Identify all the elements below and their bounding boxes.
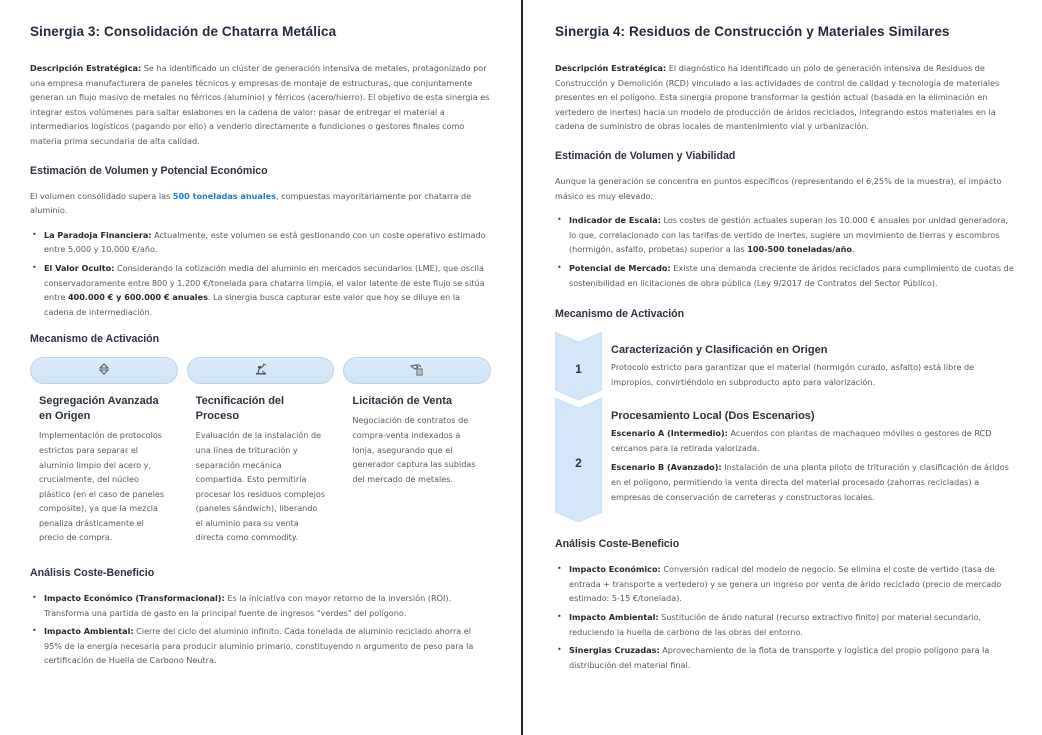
page-title: Sinergia 3: Consolidación de Chatarra Metálica xyxy=(30,24,337,39)
bullet-label: Sinergias Cruzadas: xyxy=(569,645,660,656)
page-right xyxy=(523,0,1042,735)
sort-arrows-icon xyxy=(97,361,111,380)
scenario-text: Acuerdos con plantas de machaqueo móviles o gestores de RCD cercanos para la retirada valorizada. xyxy=(611,428,992,453)
bullet-label: El Valor Oculto: xyxy=(44,262,115,273)
strategic-description xyxy=(30,61,491,149)
bullet-label: Impacto Económico (Transformacional): xyxy=(44,593,225,604)
bullet-bold-value: 400.000 € y 600.000 € anuales xyxy=(68,292,208,303)
card-title: Licitación de Venta xyxy=(352,395,452,408)
step-chevron xyxy=(555,398,602,522)
card-icon-pill xyxy=(343,357,491,384)
step-item xyxy=(555,398,1014,522)
bullet-label: Impacto Económico: xyxy=(569,564,661,575)
intro-text-end: , compuestas mayoritariamente por chatarra de aluminio. xyxy=(30,190,472,216)
description-label: Descripción Estratégica: xyxy=(555,63,667,73)
bullet-label: La Paradoja Financiera: xyxy=(44,229,152,240)
mechanism-steps xyxy=(555,332,1014,522)
step-number: 1 xyxy=(575,361,582,376)
volume-intro: Aunque la generación se concentra en puntos específicos (representando el 6,25% de la muestra), el impacto másico es muy elevado. xyxy=(555,175,1002,201)
list-item xyxy=(30,624,491,668)
step-number: 2 xyxy=(575,455,582,470)
card-icon-pill xyxy=(30,357,178,384)
bullet-text: Es la iniciativa con mayor retorno de la inversión (ROI). Transforma una partida de gasto en la principal fuente de ingresos "verdes" del polígono. xyxy=(44,593,452,618)
description-label: Descripción Estratégica: xyxy=(30,63,142,73)
bullet-text: Aprovechamiento de la flota de transporte y logística del propio polígono para la distribución del material final. xyxy=(569,645,990,670)
volume-intro xyxy=(30,189,491,218)
bullet-text: Sustitución de árido natural (recurso extractivo finito) por material secundario, reduciendo la huella de carbono de las obras del entorno. xyxy=(569,611,982,637)
list-item xyxy=(555,643,1014,672)
scenario-label: Escenario A (Intermedio): xyxy=(611,428,728,439)
bullet-label: Impacto Ambiental: xyxy=(44,626,134,637)
section-heading: Análisis Coste-Beneficio xyxy=(30,567,155,580)
description-text: Se ha identificado un clúster de generación intensiva de metales, protagonizado por una empresa manufacturera de paneles técnicos y empresas de montaje de estructuras, que conjuntamente generan un flujo masivo de metales no férricos (aluminio) y férricos (acero/hierro). El objetivo de esta sinergia es integrar estos volúmenes para saltar eslabones en la cadena de valor: pasar de entregar el material a intermediarios logísticos (pagando por ello) a venderlo directamente a fundiciones o gestores finales como materia prima secundaria de alta calidad. xyxy=(30,63,490,146)
list-item xyxy=(30,591,491,620)
volume-section xyxy=(555,150,1014,290)
highlight-volume: 500 toneladas anuales xyxy=(172,190,276,201)
section-heading: Estimación de Volumen y Potencial Económico xyxy=(30,164,268,177)
synergy-4-section xyxy=(555,24,1014,686)
section-heading: Estimación de Volumen y Viabilidad xyxy=(555,149,736,162)
mechanism-section xyxy=(30,333,491,545)
mechanism-card xyxy=(30,357,178,545)
step-chevron xyxy=(555,332,602,400)
scenario-text: Instalación de una planta piloto de trituración y clasificación de áridos en el polígono, permitiendo la venta directa del material procesado (zahorras recicladas) a empresas de conservación de carreteras y constructoras locales. xyxy=(611,462,1009,502)
bullet-text: Existe una demanda creciente de áridos reciclados para cumplimiento de cuotas de sostenibilidad en licitaciones de obra pública (Ley 9/2017 de Contratos del Sector Público). xyxy=(569,262,1014,288)
step-text: Protocolo estricto para garantizar que el material (hormigón curado, asfalto) está libre de impropios, convirtiéndolo en subproducto apto para valorización. xyxy=(611,362,975,387)
bullet-bold-value: 100-500 toneladas/año xyxy=(747,244,852,255)
handshake-contract-icon xyxy=(410,361,424,380)
cost-benefit-bullets xyxy=(555,562,1014,672)
step-body xyxy=(602,398,1014,522)
description-text: El diagnóstico ha identificado un polo de generación intensiva de Residuos de Construcción y Demolición (RCD) vinculado a las actividades de control de calidad y tecnología de materiales presentes en el polígono. Esta sinergia propone transformar la gestión actual (basada en la eliminación en vertedero de inertes) hacia un modelo de producción de áridos reciclados, integrando estos materiales en la cadena de suministro de obras locales de mantenimiento vial y urbanización. xyxy=(555,63,1000,132)
scenario-a xyxy=(611,426,1014,455)
step-body xyxy=(602,332,1014,400)
mechanism-card xyxy=(187,357,335,545)
card-title: Segregación Avanzada en Origen xyxy=(39,395,159,423)
card-text: Implementación de protocolos estrictos para separar el aluminio limpio del acero y, crucialmente, del núcleo plástico (en el caso de paneles composite), ya que la mezcla penaliza drásticamente el precio de compra. xyxy=(39,430,165,543)
bullet-text: Considerando la cotización media del aluminio en mercados secundarios (LME), que oscila conservadoramente entre 800 y 1.200 €/tonelada para chatarra limpia, el valor latente de este flujo se sitúa entre xyxy=(44,262,485,303)
bullet-text: Cierre del ciclo del aluminio infinito. Cada tonelada de aluminio reciclado ahorra el 95% de la energía necesaria para producir aluminio primario, constituyendo n argumento de peso para la certificación de Huella de Carbono Neutra. xyxy=(44,626,474,666)
step-item xyxy=(555,332,1014,400)
step-title: Caracterización y Clasificación en Origen xyxy=(611,344,828,357)
card-text: Evaluación de la instalación de una línea de trituración y separación mecánica compartida. Esto permitiría procesar los residuos complejos (paneles sándwich), liberando el aluminio para su venta directa como commodity. xyxy=(195,430,326,543)
bullet-text: Conversión radical del modelo de negocio. Se elimina el coste de vertido (tasa de entrada + transporte a vertedero) y se genera un ingreso por venta de árido reciclado (precio de mercado estimado: 5-15 €/tonelada). xyxy=(569,564,1002,604)
bullet-label: Potencial de Mercado: xyxy=(569,262,671,273)
step-title: Procesamiento Local (Dos Escenarios) xyxy=(611,410,815,423)
bullet-text-end: . xyxy=(852,244,855,255)
list-item xyxy=(555,610,1014,639)
list-item xyxy=(555,213,1014,257)
cost-benefit-bullets xyxy=(30,591,491,668)
scenario-b xyxy=(611,460,1014,504)
cost-benefit-section xyxy=(30,567,491,668)
section-heading: Mecanismo de Activación xyxy=(30,333,160,346)
intro-text: El volumen consolidado supera las xyxy=(30,190,173,201)
mechanism-cards xyxy=(30,357,491,545)
bullet-text: Los costes de gestión actuales superan los 10.000 € anuales por unidad generadora, lo que, correlacionado con las tarifas de vertido de inertes, sugiere un movimiento de tierras y escombros (hormigón, asfalto, probetas) superior a las xyxy=(569,215,1009,255)
card-title: Tecnificación del Proceso xyxy=(195,395,285,423)
volume-bullets xyxy=(555,213,1014,290)
bullet-text-end: . La sinergia busca capturar este valor que hoy se diluye en la cadena de intermediación. xyxy=(44,292,461,317)
volume-section xyxy=(30,165,491,320)
page-title: Sinergia 4: Residuos de Construcción y Materiales Similares xyxy=(555,24,950,39)
volume-bullets xyxy=(30,228,491,320)
list-item xyxy=(555,562,1014,606)
industrial-robot-icon xyxy=(254,361,268,380)
mechanism-section xyxy=(555,308,1014,522)
cost-benefit-section xyxy=(555,538,1014,672)
mechanism-card xyxy=(343,357,491,545)
list-item xyxy=(30,228,491,257)
section-heading: Análisis Coste-Beneficio xyxy=(555,538,680,551)
scenario-label: Escenario B (Avanzado): xyxy=(611,462,722,473)
strategic-description xyxy=(555,61,1014,134)
synergy-3-section xyxy=(30,24,491,682)
card-text: Negociación de contratos de compra-venta indexados a lonja, asegurando que el generador captura las subidas del mercado de metales. xyxy=(352,415,476,484)
list-item xyxy=(555,261,1014,290)
bullet-label: Impacto Ambiental: xyxy=(569,611,659,622)
bullet-label: Indicador de Escala: xyxy=(569,215,661,226)
bullet-text: Actualmente, este volumen se está gestionando con un coste operativo estimado entre 5.000 y 10.000 €/año. xyxy=(44,229,486,255)
card-icon-pill xyxy=(187,357,335,384)
section-heading: Mecanismo de Activación xyxy=(555,308,685,321)
list-item xyxy=(30,261,491,319)
